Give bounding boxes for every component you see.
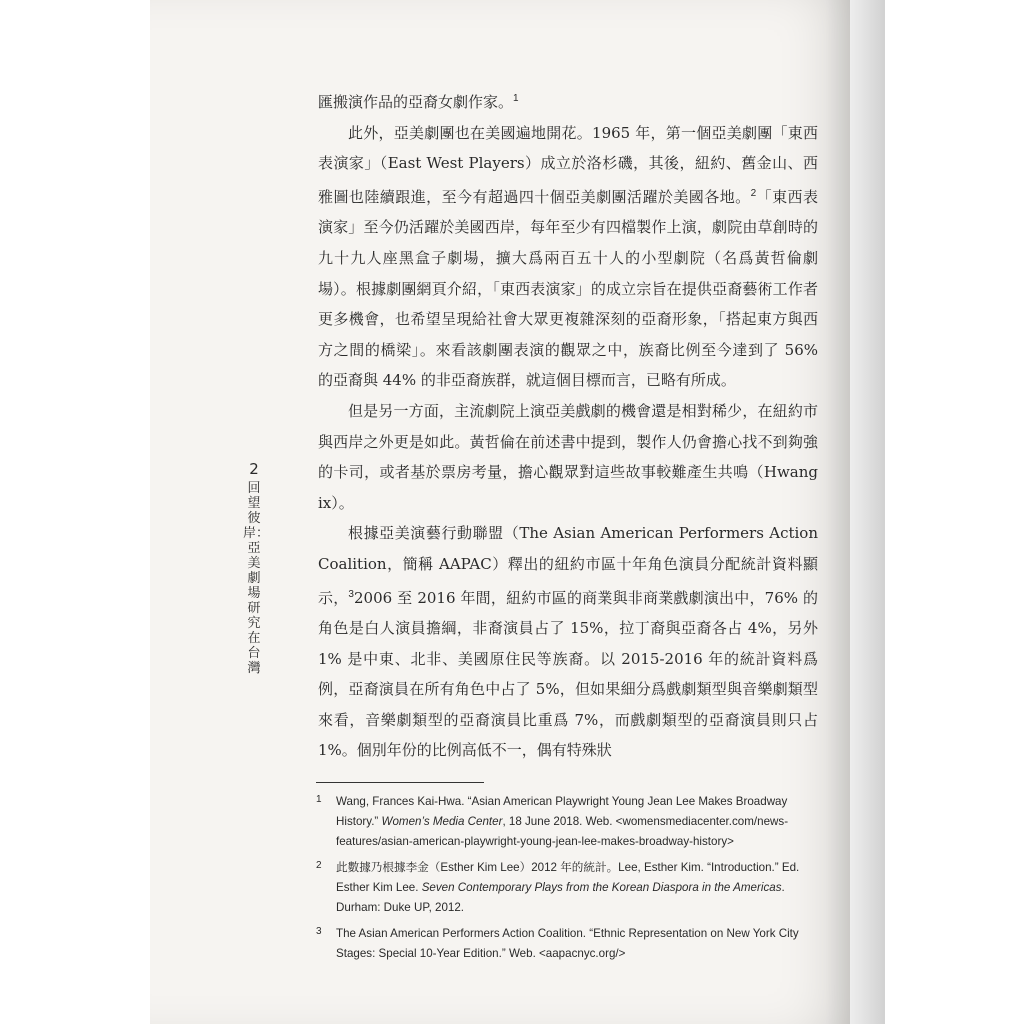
footnotes (316, 792, 816, 970)
footnote (316, 924, 816, 964)
paragraph (318, 518, 818, 766)
footnote-number: 3 (316, 926, 322, 937)
paragraph-text: 「東西表演家」至今仍活躍於美國西岸，每年至少有四檔製作上演，劇院由草創時的九十九人座黑盒子劇場，擴大爲兩百五十人的小型劇院（名爲黃哲倫劇場）。根據劇團網頁介紹，「東西表演家」的成立宗旨在提供亞裔藝術工作者更多機會，也希望呈現給社會大眾更複雜深刻的亞裔形象，「搭起東方與西方之間的橋梁」。來看該劇團表演的觀眾之中，族裔比例至今達到了 56% 的亞裔與 44% 的非亞裔族群，就這個目標而言，已略有所成。 (318, 187, 818, 390)
footnote-number: 2 (316, 860, 322, 871)
paragraph-text: 根據亞美演藝行動聯盟（The Asian American Performers Action Coalition，簡稱 AAPAC）釋出的紐約市區十年角色演員分配統計資料顯示， (318, 524, 818, 607)
footnote-marker: 1 (513, 93, 519, 104)
paragraph (318, 396, 818, 518)
footnote-marker: 3 (348, 588, 354, 600)
page-gutter-shadow (825, 0, 885, 1024)
book-title: 回望彼岸：亞美劇場研究在台灣 (243, 481, 270, 676)
paragraph-text: 2006 至 2016 年間，紐約市區的商業與非商業戲劇演出中，76% 的角色是白人演員擔綱，非裔演員占了 15%，拉丁裔與亞裔各占 4%，另外 1% 是中東、北非、美國原住民等族裔。以 2015-2016 年的統計資料爲例，亞裔演員在所有角色中占了 5%，但如果細分爲戲劇類型與音樂劇類型來看，音樂劇類型的亞裔演員比重爲 7%，而戲劇類型的亞裔演員則只占 1%。個別年份的比例高低不一，偶有特殊狀 (318, 588, 818, 760)
page-number: 2 (249, 460, 259, 478)
footnote-text: The Asian American Performers Action Coalition. “Ethnic Representation on New York City Stages: Special 10-Year Edition.” Web. <aapacnyc.org/> (336, 927, 799, 960)
body-text (318, 84, 818, 766)
footnote (316, 792, 816, 852)
footnote-number: 1 (316, 794, 322, 805)
footnote-text: 此數據乃根據李金（Esther Kim Lee）2012 年的統計。Lee, Esther Kim. “Introduction.” Ed. Esther Kim Lee. Seven Contemporary Plays from the Korean Diaspora in the Americas. Durham: Duke UP, 2012. (336, 861, 800, 914)
paragraph-text: 此外，亞美劇團也在美國遍地開花。1965 年，第一個亞美劇團「東西表演家」（East West Players）成立於洛杉磯，其後，紐約、舊金山、西雅圖也陸續跟進，至今有超過四十個亞美劇團活躍於美國各地。 (318, 123, 818, 206)
footnote-marker: 2 (750, 187, 757, 199)
footnote-text: Wang, Frances Kai-Hwa. “Asian American Playwright Young Jean Lee Makes Broadway History.” Women’s Media Center, 18 June 2018. Web. <womensmediacenter.com/news-features/asian-american-playwright-young-jean-lee-makes-broadway-history> (336, 795, 789, 848)
footnote-rule (316, 782, 484, 783)
running-head (243, 460, 270, 676)
paragraph (318, 118, 818, 396)
footnote (316, 858, 816, 918)
paragraph-text: 匯搬演作品的亞裔女劇作家。 (318, 93, 514, 111)
paragraph-text: 但是另一方面，主流劇院上演亞美戲劇的機會還是相對稀少，在紐約市與西岸之外更是如此。黃哲倫在前述書中提到，製作人仍會擔心找不到夠強的卡司，或者基於票房考量，擔心觀眾對這些故事較難產生共鳴（Hwang ix）。 (318, 401, 818, 512)
paragraph (318, 84, 818, 118)
